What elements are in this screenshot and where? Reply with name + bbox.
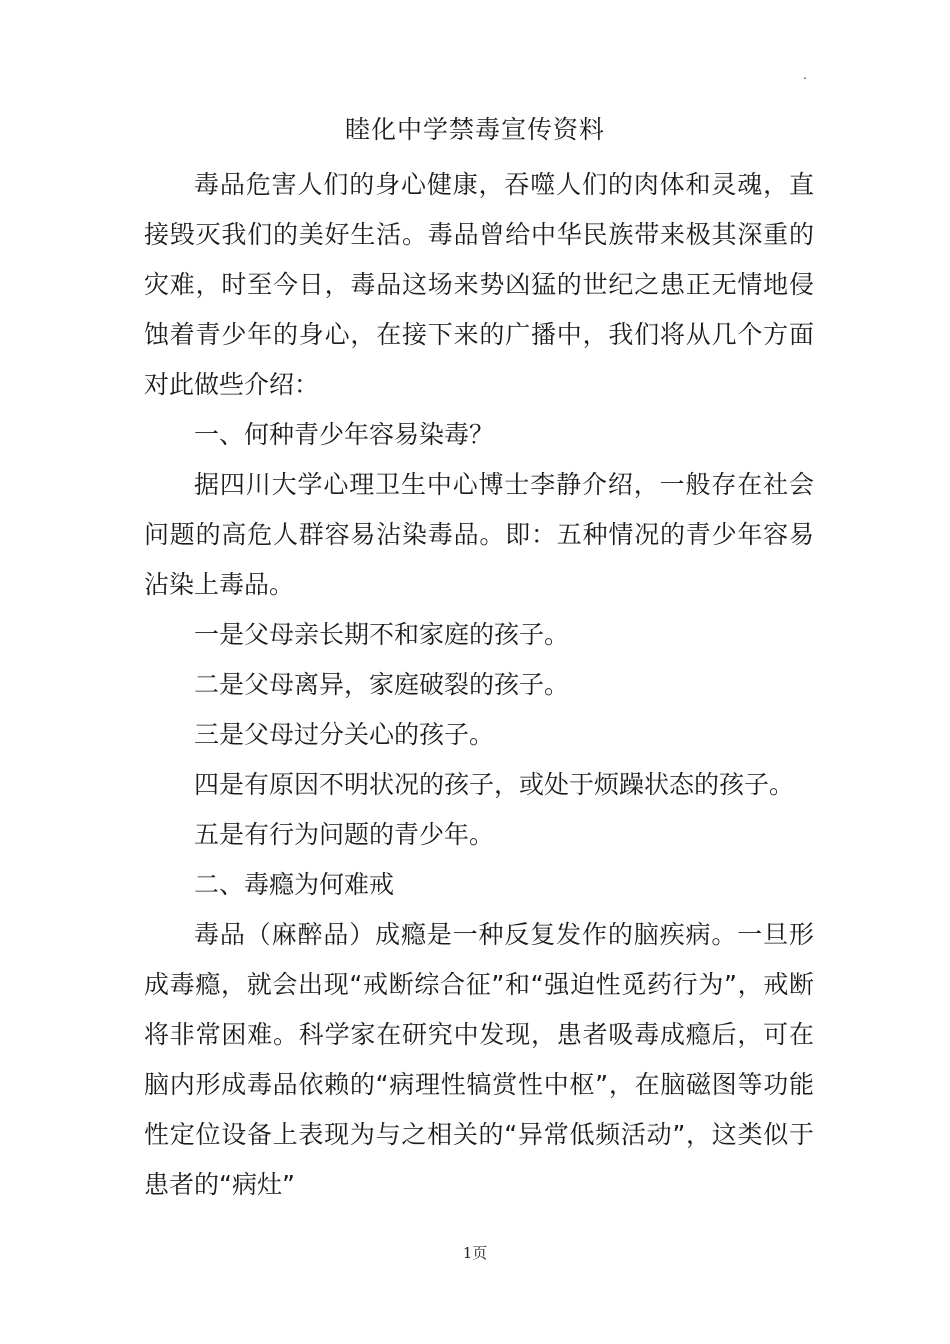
paragraph-section-2: 毒品（麻醉品）成瘾是一种反复发作的脑疾病。一旦形成毒瘾，就会出现“戒断综合征”和“强迫性觅药行为”，戒断将非常困难。科学家在研究中发现，患者吸毒成瘾后，可在脑内形成毒品依赖的“病理性犒赏性中枢”，在脑磁图等功能性定位设备上表现为与之相关的“异常低频活动”，这类似于患者的“病灶” <box>144 920 814 1199</box>
list-item: 二是父母离异，家庭破裂的孩子。 <box>194 670 570 699</box>
list-item: 五是有行为问题的青少年。 <box>194 820 495 849</box>
document-body <box>144 160 814 1210</box>
paragraph-intro: 毒品危害人们的身心健康，吞噬人们的肉体和灵魂，直接毁灭我们的美好生活。毒品曾给中华民族带来极其深重的灾难，时至今日，毒品这场来势凶猛的世纪之患正无情地侵蚀着青少年的身心，在接下来的广播中，我们将从几个方面对此做些介绍： <box>144 170 814 399</box>
corner-mark: . <box>803 68 807 82</box>
list-item: 三是父母过分关心的孩子。 <box>194 720 495 749</box>
paragraph-section-1: 据四川大学心理卫生中心博士李静介绍，一般存在社会问题的高危人群容易沾染毒品。即：五种情况的青少年容易沾染上毒品。 <box>144 470 814 599</box>
section-heading-1: 一、何种青少年容易染毒？ <box>194 420 495 449</box>
list-item: 一是父母亲长期不和家庭的孩子。 <box>194 620 570 649</box>
list-item: 四是有原因不明状况的孩子，或处于烦躁状态的孩子。 <box>194 770 795 799</box>
document-title: 睦化中学禁毒宣传资料 <box>344 115 605 144</box>
section-heading-2: 二、毒瘾为何难戒 <box>194 870 395 899</box>
page-number: 1页 <box>462 1244 488 1262</box>
